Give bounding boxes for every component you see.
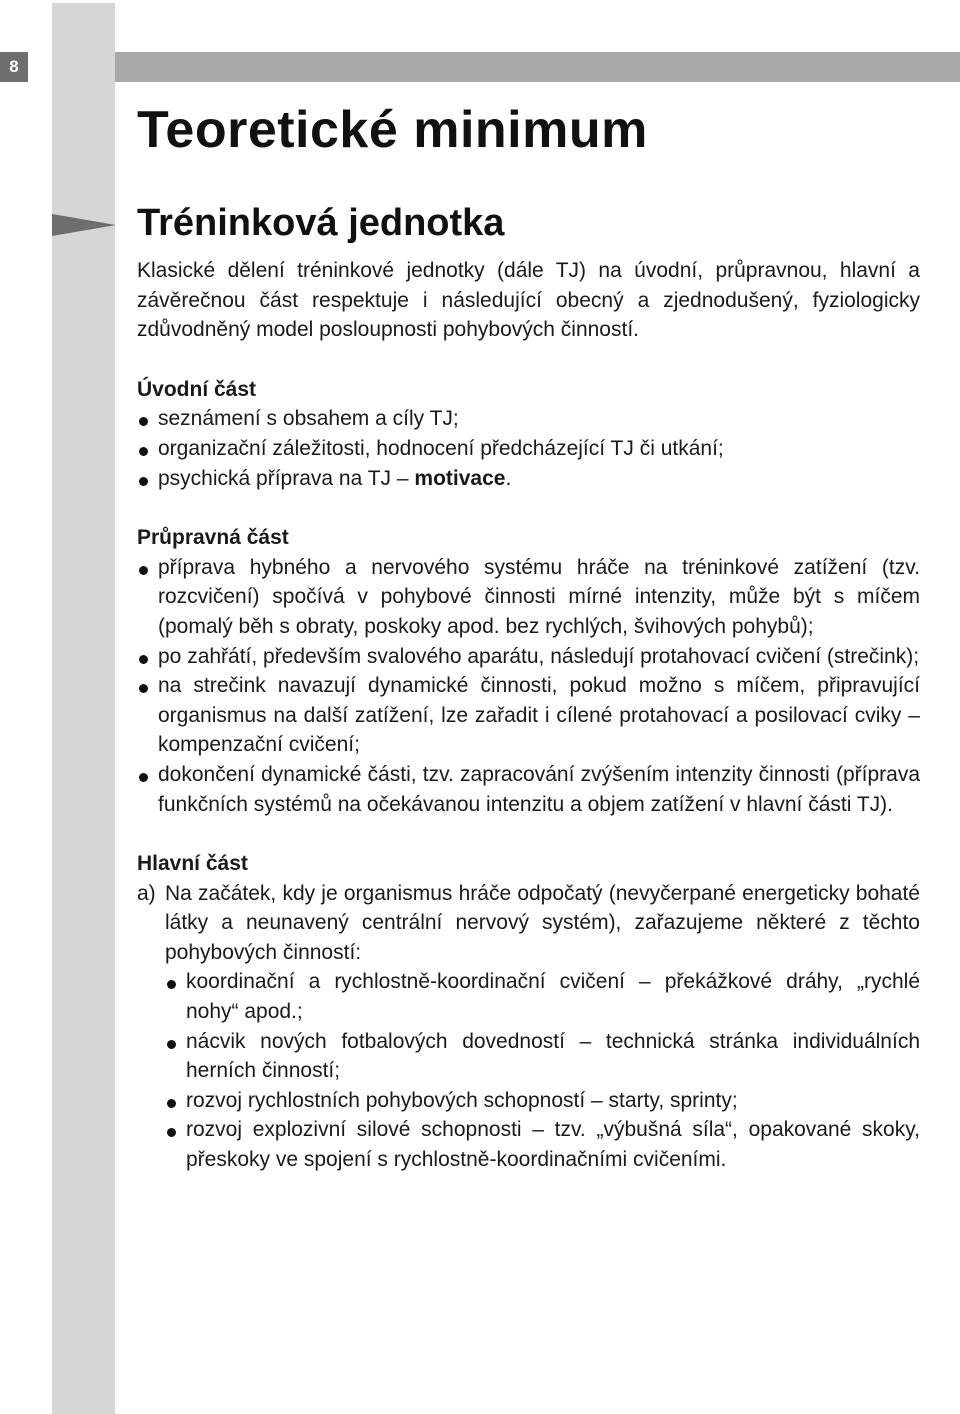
list-item (137, 464, 920, 494)
page-title: Teoretické minimum (137, 101, 648, 159)
list-item: po zahřátí, především svalového aparátu, následují protahovací cvičení (strečink); (137, 642, 920, 672)
section-pointer-icon (52, 210, 116, 240)
uvodni-list (137, 404, 920, 493)
list-item: dokončení dynamické části, tzv. zapracování zvýšením intenzity činnosti (příprava funkčních systémů na očekávanou intenzitu a objem zatížení v hlavní části TJ). (137, 760, 920, 819)
page-number: 8 (0, 52, 28, 82)
prupravna-list (137, 553, 920, 819)
enumerated-item-a (137, 879, 920, 1175)
enum-text: Na začátek, kdy je organismus hráče odpočatý (nevyčerpané energeticky bohaté látky a neunavený centrální nervový systém), zařazujeme některé z těchto pohybových činností: (165, 881, 920, 964)
list-item: rozvoj explozivní silové schopnosti – tzv. „výbušná síla“, opakované skoky, přeskoky ve spojení s rychlostně-koordinačními cvičeními. (165, 1115, 920, 1174)
article-body (137, 256, 920, 1175)
list-item: koordinační a rychlostně-koordinační cvičení – překážkové dráhy, „rychlé nohy“ apod.; (165, 967, 920, 1026)
list-item: organizační záležitosti, hodnocení předcházející TJ či utkání; (137, 434, 920, 464)
section-title: Tréninková jednotka (137, 202, 505, 244)
list-item: nácvik nových fotbalových dovedností – technická stránka individuálních herních činností; (165, 1027, 920, 1086)
subheading-hlavni: Hlavní část (137, 852, 248, 876)
left-margin-band (52, 52, 115, 1414)
subheading-prupravna: Průpravná část (137, 526, 289, 550)
hlavni-list (165, 967, 920, 1174)
list-item: na strečink navazují dynamické činnosti, pokud možno s míčem, připravující organismus na další zatížení, lze zařadit i cílené protahovací a posilovací cviky – kompenzační cvičení; (137, 671, 920, 760)
corner-square (52, 3, 115, 52)
list-item-text: psychická příprava na TJ – (158, 466, 415, 490)
list-item: seznámení s obsahem a cíly TJ; (137, 404, 920, 434)
subheading-uvodni: Úvodní část (137, 377, 257, 401)
enum-body (165, 879, 920, 1175)
list-item-suffix: . (505, 466, 512, 490)
intro-paragraph: Klasické dělení tréninkové jednotky (dále TJ) na úvodní, průpravnou, hlavní a závěrečnou část respektuje i následující obecný a zjednodušený, fyziologicky zdůvodněný model posloupnosti pohybových činností. (137, 259, 920, 342)
emphasis-motivace: motivace (414, 466, 506, 490)
header-band (115, 52, 960, 82)
list-item: rozvoj rychlostních pohybových schopností – starty, sprinty; (165, 1086, 920, 1116)
list-item: příprava hybného a nervového systému hráče na tréninkové zatížení (tzv. rozcvičení) spočívá v pohybové činnosti mírné intenzity, může být s míčem (pomalý běh s obraty, poskoky apod. bez rychlých, švihových pohybů); (137, 553, 920, 642)
enum-marker: a) (137, 881, 156, 905)
